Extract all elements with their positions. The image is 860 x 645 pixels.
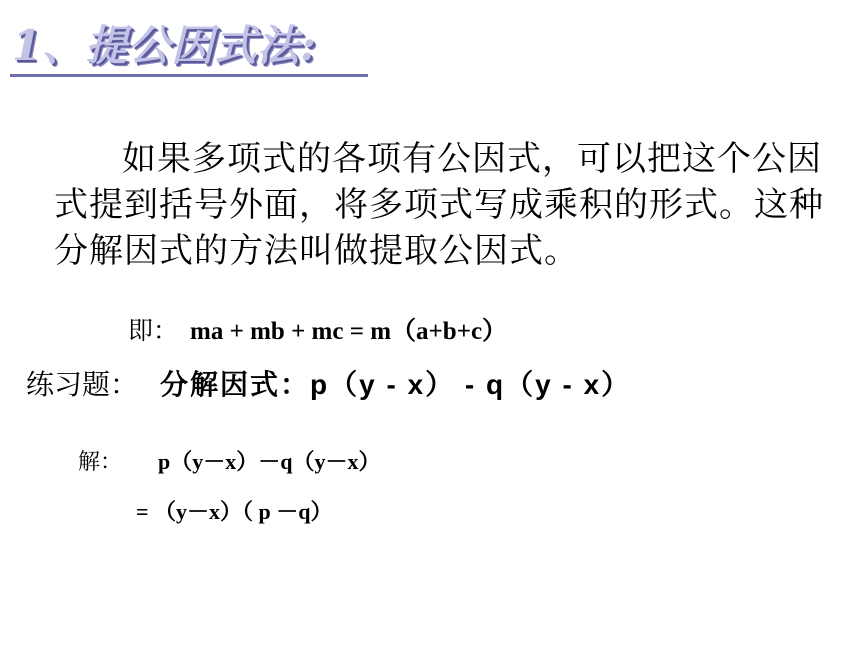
definition-paragraph: 如果多项式的各项有公因式，可以把这个公因式提到括号外面，将多项式写成乘积的形式。这种分解因式的方法叫做提取公因式。 xyxy=(54,139,824,271)
solution-line-2: = （y－x）（ p －q） xyxy=(136,499,333,524)
formula-line xyxy=(128,314,507,350)
solution-label: 解： xyxy=(78,449,123,474)
formula-expression: ma + mb + mc = m（a+b+c） xyxy=(190,318,508,345)
solution-line-1 xyxy=(78,446,381,478)
exercise-block xyxy=(26,364,666,406)
exercise-label: 练习题： xyxy=(26,368,139,401)
formula-label: 即： xyxy=(128,318,179,345)
slide-title: 1、提公因式法: xyxy=(12,21,317,70)
title-underline xyxy=(10,74,368,77)
exercise-problem: 分解因式：p（y - x） - q（y - x） xyxy=(160,369,632,400)
solution-expression-1: p（y－x）－q（y－x） xyxy=(158,449,381,474)
